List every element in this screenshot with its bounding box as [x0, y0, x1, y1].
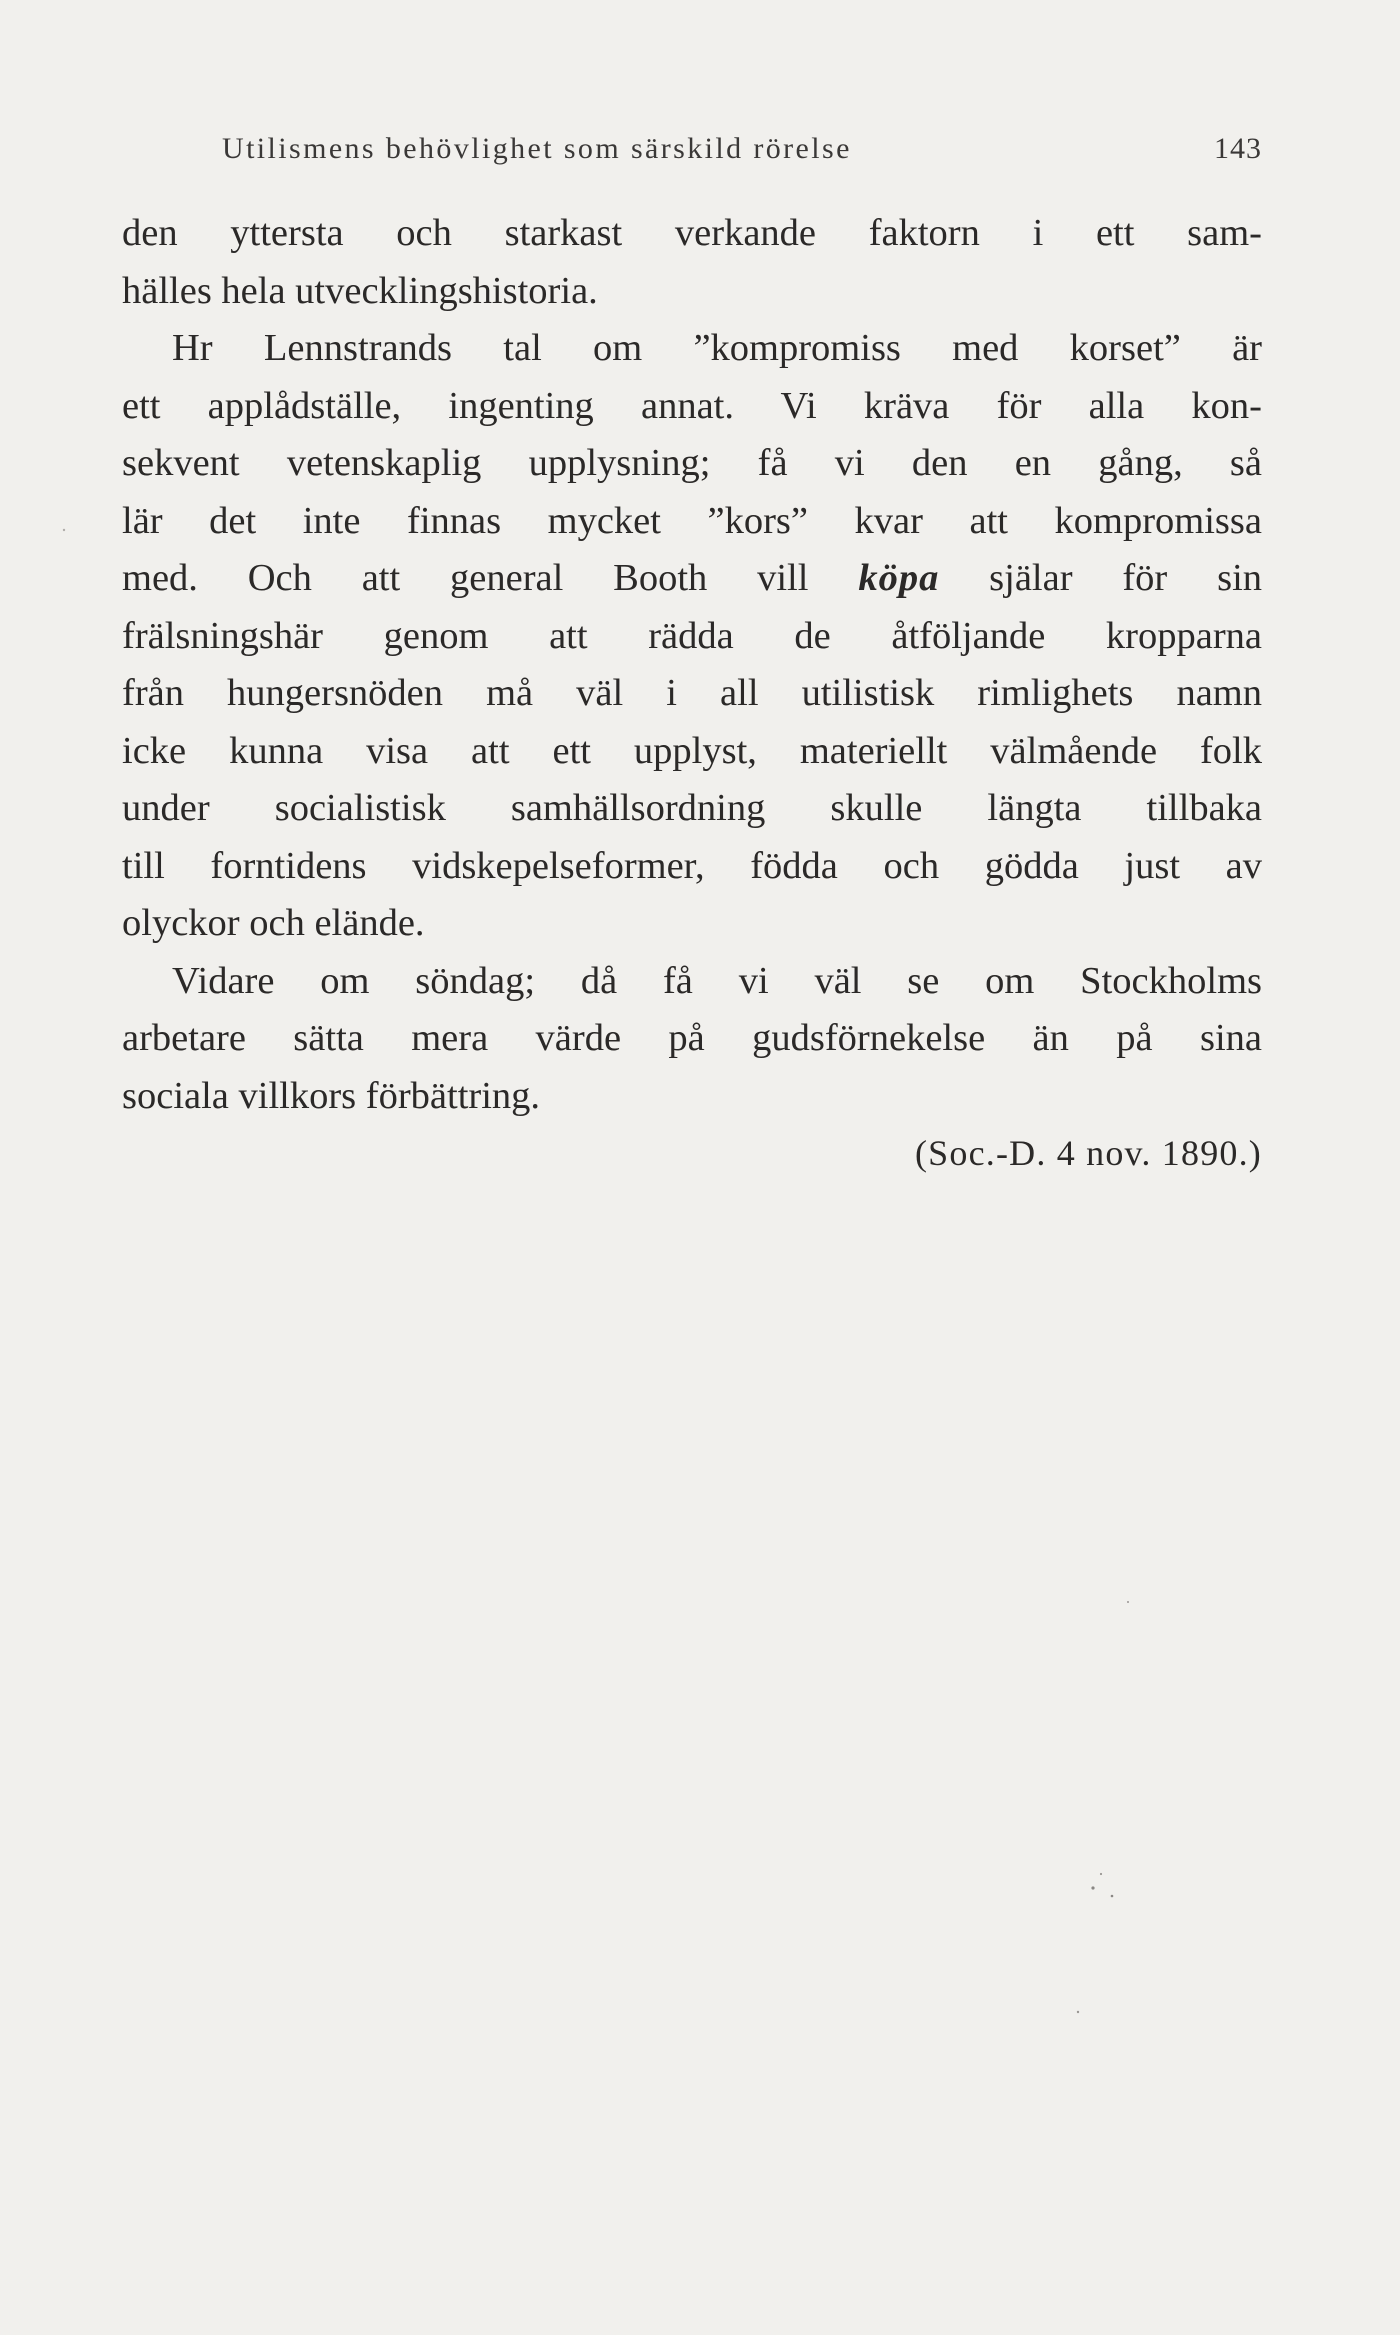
text-line: från hungersnöden må väl i all utilistisk rimlighets namn	[122, 672, 1262, 714]
text-line: sociala villkors förbättring.	[122, 1074, 541, 1117]
text-fragment: med. Och att general Booth vill	[122, 557, 809, 599]
emphasized-word: köpa	[858, 557, 940, 599]
text-line: under socialistisk samhällsordning skulle längta tillbaka	[122, 787, 1262, 829]
page-number: 143	[1214, 132, 1262, 165]
text-fragment: själar för sin	[989, 557, 1263, 599]
text-line: frälsningshär genom att rädda de åtföljande kropparna	[122, 614, 1262, 657]
text-line: till forntidens vidskepelseformer, födda och gödda just av	[122, 844, 1262, 887]
text-line-with-emphasis	[122, 550, 1262, 608]
text-line: ett applådställe, ingenting annat. Vi kräva för alla kon-	[122, 384, 1262, 427]
text-line: lär det inte finnas mycket ”kors” kvar att kompromissa	[122, 499, 1262, 542]
text-line: Vidare om söndag; då få vi väl se om Stockholms	[172, 959, 1262, 1002]
text-line: hälles hela utvecklingshistoria.	[122, 269, 598, 312]
running-head	[222, 132, 1262, 172]
text-line: den yttersta och starkast verkande faktorn i ett sam-	[122, 212, 1262, 254]
text-line: icke kunna visa att ett upplyst, materiellt välmående folk	[122, 729, 1262, 772]
text-line: sekvent vetenskaplig upplysning; få vi den en gång, så	[122, 442, 1262, 484]
text-line: olyckor och elände.	[122, 902, 425, 944]
source-citation: (Soc.-D. 4 nov. 1890.)	[914, 1133, 1262, 1173]
text-line: Hr Lennstrands tal om ”kompromiss med korset” är	[172, 327, 1262, 369]
text-line: arbetare sätta mera värde på gudsförnekelse än på sina	[122, 1017, 1262, 1059]
running-title: Utilismens behövlighet som särskild rörelse	[222, 132, 852, 165]
body-text	[122, 205, 1262, 1125]
